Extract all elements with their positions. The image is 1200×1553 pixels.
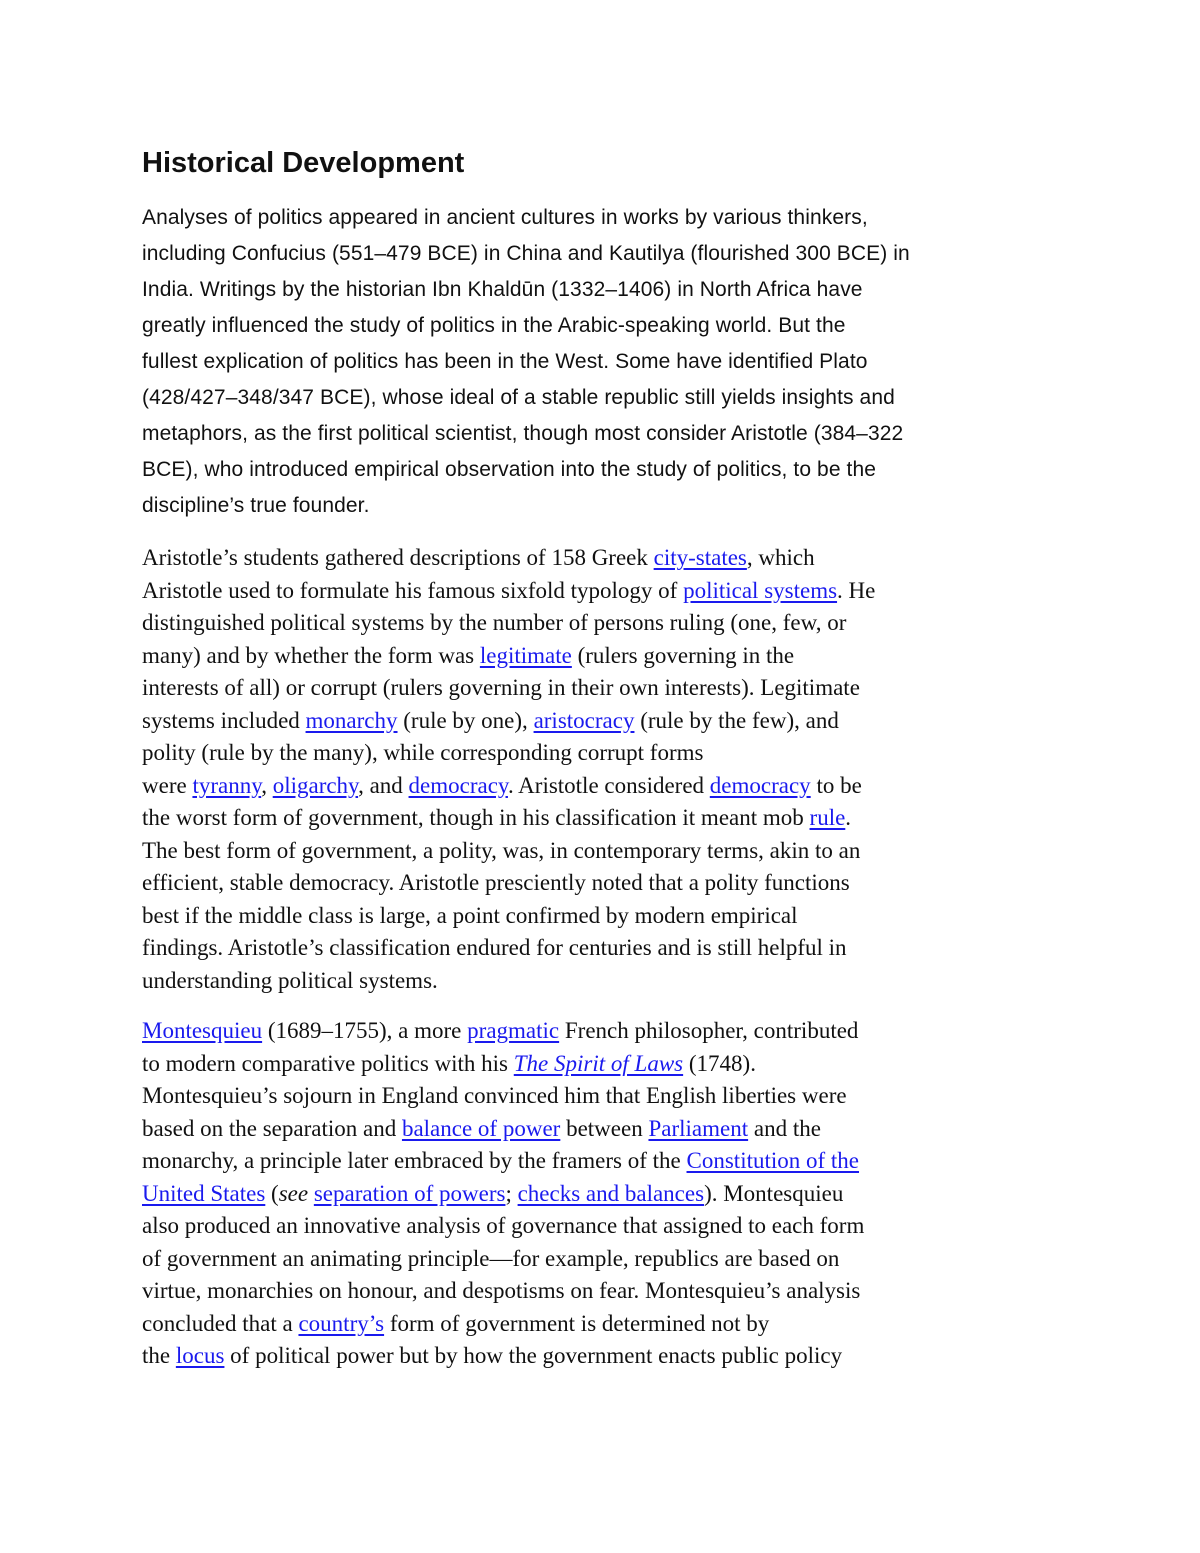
text-span: of political power but by how the government enacts public policy <box>224 1343 843 1368</box>
text-line: also produced an innovative analysis of governance that assigned to each form <box>142 1213 865 1238</box>
text-line <box>142 1340 1062 1373</box>
text-line: polity (rule by the many), while corresponding corrupt forms <box>142 740 704 765</box>
text-span: , which <box>746 545 815 570</box>
page-title: Historical Development <box>142 147 465 179</box>
text-span: and the <box>748 1115 821 1141</box>
text-line: greatly influenced the study of politics in the Arabic-speaking world. But the <box>142 314 846 337</box>
link-democracy-2[interactable]: democracy <box>709 772 811 798</box>
text-span: (rule by one), <box>397 707 534 733</box>
text-span: the worst form of government, though in his classification it meant mob <box>142 805 810 830</box>
text-line <box>142 1145 1062 1178</box>
link-parliament[interactable]: Parliament <box>648 1115 749 1141</box>
link-locus[interactable]: locus <box>175 1343 225 1368</box>
text-span: to be <box>810 772 862 798</box>
text-line <box>142 1015 1062 1048</box>
text-span: Aristotle used to formulate his famous sixfold typology of <box>142 577 684 603</box>
text-span: Aristotle’s students gathered descriptions of 158 Greek <box>142 545 654 570</box>
text-line: Analyses of politics appeared in ancient cultures in works by various thinkers, <box>142 206 868 229</box>
link-countrys[interactable]: country’s <box>298 1310 385 1336</box>
text-line <box>142 640 1062 673</box>
text-line: discipline’s true founder. <box>142 494 370 517</box>
text-line: fullest explication of politics has been in the West. Some have identified Plato <box>142 350 868 373</box>
text-span: ; <box>505 1180 518 1206</box>
text-line: findings. Aristotle’s classification endured for centuries and is still helpful in <box>142 935 847 960</box>
text-line: virtue, monarchies on honour, and despotisms on fear. Montesquieu’s analysis <box>142 1278 861 1303</box>
text-span: between <box>560 1115 649 1141</box>
text-span: , <box>261 772 273 798</box>
text-span: to modern comparative politics with his <box>142 1050 514 1076</box>
text-line <box>142 770 1062 803</box>
text-span: . <box>845 805 852 830</box>
text-span: (rulers governing in the <box>571 642 795 668</box>
link-monarchy[interactable]: monarchy <box>305 707 398 733</box>
link-pragmatic[interactable]: pragmatic <box>467 1018 560 1043</box>
link-spirit-of-laws[interactable] <box>514 1051 683 1076</box>
text-line <box>142 802 1062 835</box>
text-span: (1748). <box>683 1050 756 1076</box>
text-span: , and <box>358 772 409 798</box>
link-balance-of-power[interactable]: balance of power <box>401 1115 561 1141</box>
link-legitimate[interactable]: legitimate <box>479 642 572 668</box>
link-united-states[interactable]: United States <box>142 1180 266 1206</box>
link-city-states[interactable]: city-states <box>653 545 747 570</box>
text-span: concluded that a <box>142 1310 299 1336</box>
text-span: many) and by whether the form was <box>142 642 480 668</box>
link-separation-of-powers[interactable]: separation of powers <box>313 1180 506 1206</box>
text-line: efficient, stable democracy. Aristotle presciently noted that a polity functions <box>142 870 850 895</box>
text-span: systems included <box>142 707 306 733</box>
text-line: best if the middle class is large, a point confirmed by modern empirical <box>142 902 798 928</box>
text-line: metaphors, as the first political scientist, though most consider Aristotle (384–322 <box>142 422 904 445</box>
text-span: ). Montesquieu <box>704 1180 844 1206</box>
text-span: monarchy, a principle later embraced by the framers of the <box>142 1148 687 1173</box>
link-oligarchy[interactable]: oligarchy <box>272 772 359 798</box>
text-line <box>142 1178 1062 1211</box>
text-line: The best form of government, a polity, was, in contemporary terms, akin to an <box>142 837 861 863</box>
italic-see: see <box>278 1180 309 1206</box>
text-span: . Aristotle considered <box>507 772 710 798</box>
paragraph-montesquieu <box>142 1015 1062 1373</box>
link-montesquieu[interactable]: Montesquieu <box>142 1018 263 1043</box>
text-span: ( <box>265 1180 279 1206</box>
text-line: of government an animating principle—for example, republics are based on <box>142 1245 840 1271</box>
text-line: BCE), who introduced empirical observation into the study of politics, to be the <box>142 458 877 481</box>
text-line <box>142 1308 1062 1341</box>
text-line <box>142 542 1062 575</box>
text-line <box>142 1048 1062 1081</box>
link-rule[interactable]: rule <box>809 805 846 830</box>
text-line: understanding political systems. <box>142 967 438 993</box>
text-line <box>142 1113 1062 1146</box>
link-democracy[interactable]: democracy <box>408 772 508 798</box>
link-aristocracy[interactable]: aristocracy <box>533 707 635 733</box>
text-span: the <box>142 1343 176 1368</box>
text-span: . He <box>837 577 876 603</box>
text-span: (rule by the few), and <box>634 707 839 733</box>
text-line: including Confucius (551–479 BCE) in China and Kautilya (flourished 300 BCE) in <box>142 242 910 265</box>
text-line <box>142 575 1062 608</box>
paragraph-aristotle <box>142 542 1062 997</box>
text-span: were <box>142 772 193 798</box>
text-line: India. Writings by the historian Ibn Khaldūn (1332–1406) in North Africa have <box>142 278 863 301</box>
link-political-systems[interactable]: political systems <box>683 577 838 603</box>
text-span: form of government is determined not by <box>384 1310 770 1336</box>
text-span: based on the separation and <box>142 1115 402 1141</box>
paragraph-intro <box>142 200 1062 524</box>
text-span: (1689–1755), a more <box>262 1018 468 1043</box>
link-checks-and-balances[interactable]: checks and balances <box>517 1180 705 1206</box>
text-span: French philosopher, contributed <box>559 1018 859 1043</box>
text-line <box>142 705 1062 738</box>
text-line: Montesquieu’s sojourn in England convinced him that English liberties were <box>142 1083 847 1108</box>
text-line: (428/427–348/347 BCE), whose ideal of a stable republic still yields insights and <box>142 386 895 409</box>
link-tyranny[interactable]: tyranny <box>192 772 262 798</box>
link-constitution[interactable]: Constitution of the <box>686 1148 860 1173</box>
document-page <box>142 140 1062 1391</box>
text-line: interests of all) or corrupt (rulers governing in their own interests). Legitimate <box>142 675 860 700</box>
text-line: distinguished political systems by the number of persons ruling (one, few, or <box>142 610 847 635</box>
italic-title: The Spirit of Laws <box>513 1050 684 1076</box>
